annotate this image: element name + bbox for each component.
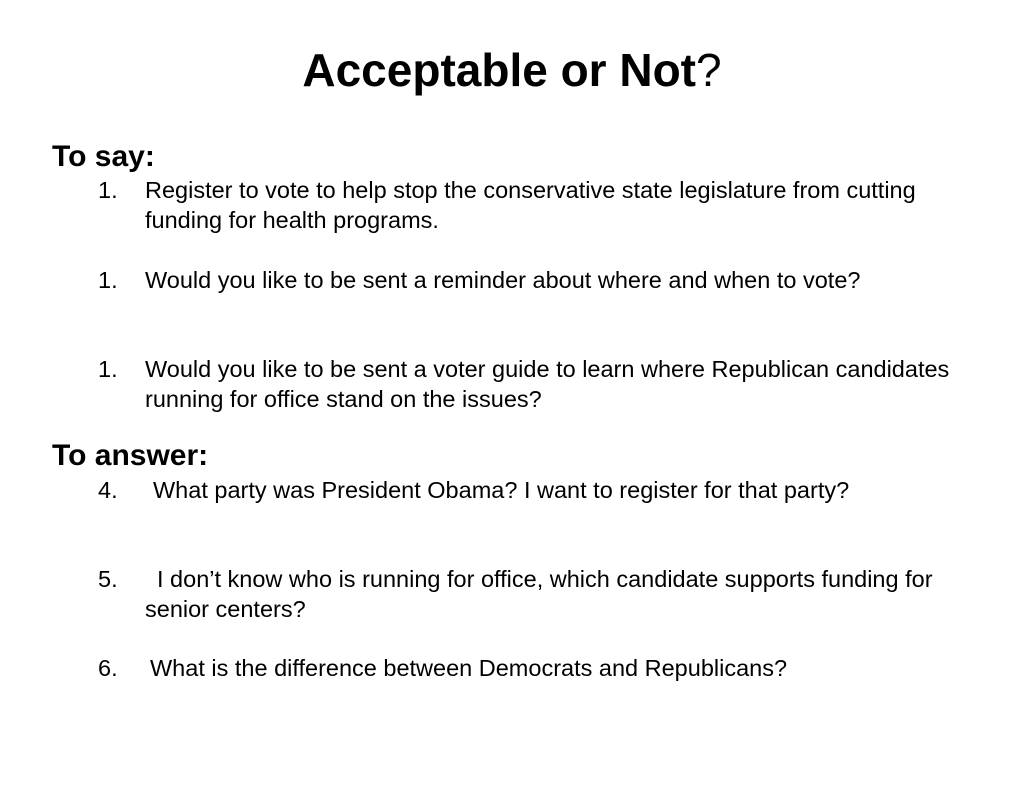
list-item bbox=[98, 354, 978, 414]
slide-title-main: Acceptable or Not bbox=[302, 44, 697, 96]
slide-title bbox=[0, 38, 1024, 102]
section-heading-to-answer: To answer: bbox=[52, 439, 209, 472]
slide-title-question-mark: ? bbox=[696, 44, 722, 96]
list-item-number: 5. bbox=[98, 566, 118, 592]
list-item-number: 1. bbox=[98, 356, 118, 382]
list-item-text: Would you like to be sent a reminder about where and when to vote? bbox=[145, 267, 861, 293]
list-item-number: 6. bbox=[98, 655, 118, 681]
list-item bbox=[98, 475, 978, 505]
list-item-text: Register to vote to help stop the conservative state legislature from cutting funding for health programs. bbox=[145, 177, 916, 233]
list-item-text: I don’t know who is running for office, which candidate supports funding for senior centers? bbox=[145, 566, 933, 622]
list-item-number: 4. bbox=[98, 477, 118, 503]
list-item-text: Would you like to be sent a voter guide to learn where Republican candidates running for office stand on the issues? bbox=[145, 356, 950, 412]
list-item-text: What is the difference between Democrats and Republicans? bbox=[150, 655, 788, 681]
list-item bbox=[98, 653, 978, 683]
list-item bbox=[98, 564, 978, 624]
list-item-number: 1. bbox=[98, 177, 118, 203]
list-item bbox=[98, 175, 978, 235]
list-item-text: What party was President Obama? I want to register for that party? bbox=[153, 477, 850, 503]
section-heading-to-say: To say: bbox=[52, 140, 155, 173]
list-item-number: 1. bbox=[98, 267, 118, 293]
list-item bbox=[98, 265, 978, 295]
